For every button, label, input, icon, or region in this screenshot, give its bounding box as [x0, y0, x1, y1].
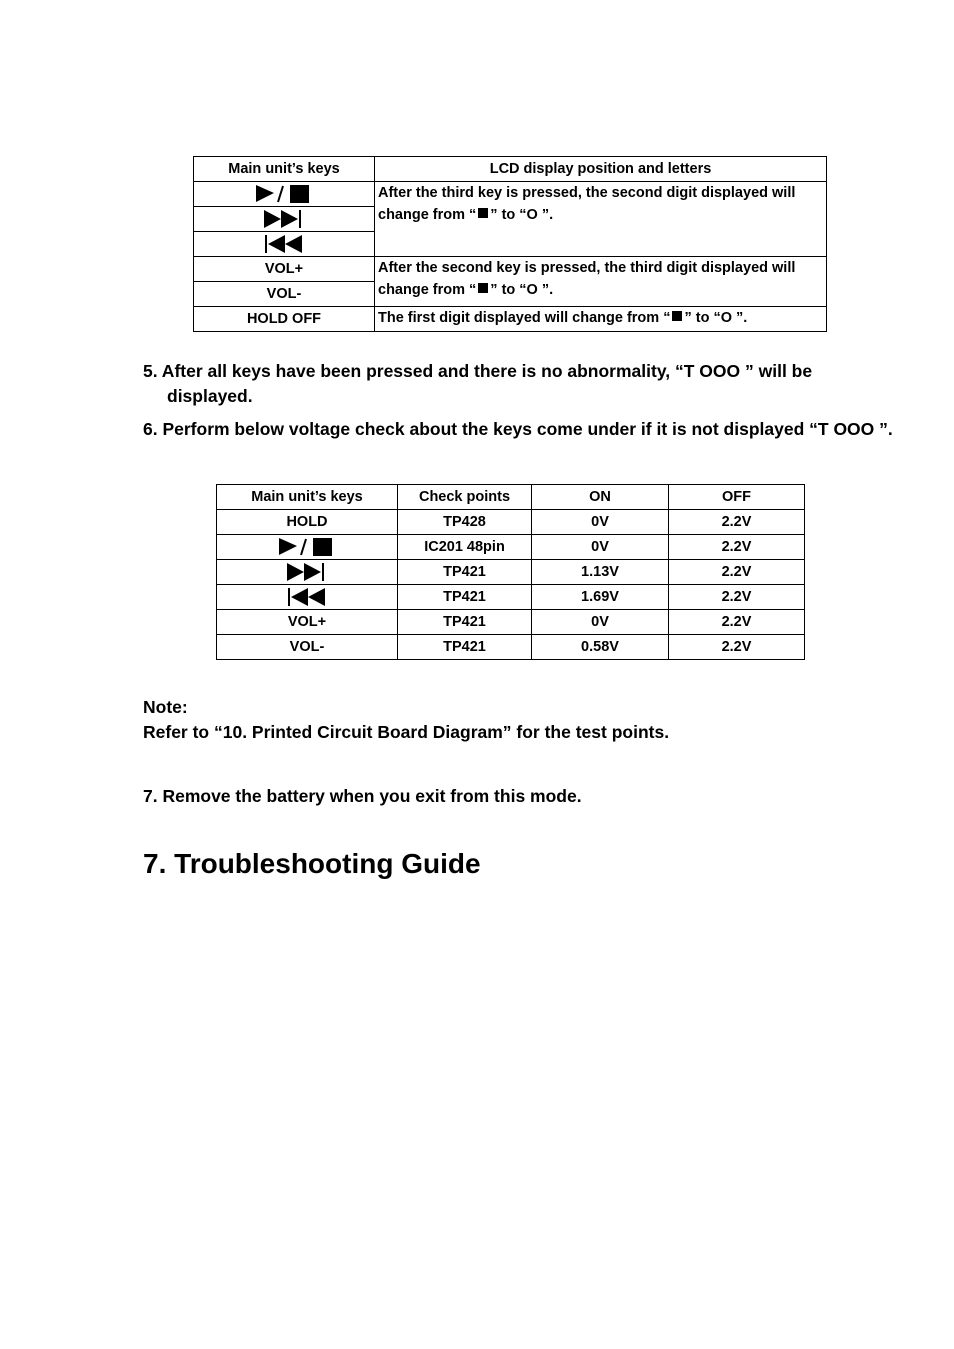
on-voltage-cell: 1.13V — [532, 560, 669, 585]
table-row — [217, 560, 805, 585]
play-stop-icon — [254, 184, 314, 204]
filled-square-icon — [478, 208, 488, 218]
header-lcd-display: LCD display position and letters — [375, 157, 827, 182]
fast-forward-icon — [285, 562, 329, 582]
key-cell — [217, 560, 398, 585]
voltage-check-table — [216, 484, 805, 660]
fast-forward-icon — [262, 209, 306, 229]
table-row — [217, 535, 805, 560]
vol-plus-key-cell: VOL+ — [194, 257, 375, 282]
play-stop-icon — [277, 537, 337, 557]
header-on: ON — [532, 485, 669, 510]
vol-minus-key-cell: VOL- — [194, 282, 375, 307]
lcd-desc-volume-a: After the second key is pressed, the third digit displayed will change from “ — [378, 260, 796, 298]
table-row — [217, 610, 805, 635]
fast-forward-key-cell — [194, 207, 375, 232]
table-row — [217, 585, 805, 610]
step-7-text: 7. Remove the battery when you exit from this mode. — [143, 786, 582, 806]
table-row — [217, 635, 805, 660]
lcd-desc-hold — [375, 307, 827, 332]
off-voltage-cell: 2.2V — [669, 510, 805, 535]
on-voltage-cell: 0.58V — [532, 635, 669, 660]
key-lcd-table — [193, 156, 827, 332]
lcd-desc-volume — [375, 257, 827, 307]
key-cell — [217, 585, 398, 610]
check-point-cell: TP421 — [398, 635, 532, 660]
key-cell: HOLD — [217, 510, 398, 535]
key-cell: VOL- — [217, 635, 398, 660]
section-heading: 7. Troubleshooting Guide — [143, 848, 481, 879]
filled-square-icon — [478, 283, 488, 293]
key-cell — [217, 535, 398, 560]
check-point-cell: TP421 — [398, 560, 532, 585]
off-voltage-cell: 2.2V — [669, 585, 805, 610]
step-5-text: 5. After all keys have been pressed and there is no abnormality, “T OOO ” will be displayed. — [143, 361, 813, 406]
lcd-desc-hold-b: ” to “O ”. — [684, 310, 748, 326]
check-point-cell: TP421 — [398, 610, 532, 635]
header-off: OFF — [669, 485, 805, 510]
on-voltage-cell: 1.69V — [532, 585, 669, 610]
lcd-desc-transport-a: After the third key is pressed, the second digit displayed will change from “ — [378, 185, 796, 223]
off-voltage-cell: 2.2V — [669, 560, 805, 585]
header-main-keys: Main unit’s keys — [217, 485, 398, 510]
on-voltage-cell: 0V — [532, 510, 669, 535]
rewind-key-cell — [194, 232, 375, 257]
off-voltage-cell: 2.2V — [669, 610, 805, 635]
header-check-points: Check points — [398, 485, 532, 510]
off-voltage-cell: 2.2V — [669, 535, 805, 560]
note-text: Refer to “10. Printed Circuit Board Diagram” for the test points. — [143, 722, 670, 742]
rewind-icon — [262, 234, 306, 254]
lcd-desc-volume-b: ” to “O ”. — [490, 282, 554, 298]
lcd-desc-transport-b: ” to “O ”. — [490, 207, 554, 223]
off-voltage-cell: 2.2V — [669, 635, 805, 660]
check-point-cell: TP428 — [398, 510, 532, 535]
lcd-desc-transport — [375, 182, 827, 257]
key-cell: VOL+ — [217, 610, 398, 635]
play-stop-key-cell — [194, 182, 375, 207]
filled-square-icon — [672, 311, 682, 321]
check-point-cell: IC201 48pin — [398, 535, 532, 560]
check-point-cell: TP421 — [398, 585, 532, 610]
rewind-icon — [285, 587, 329, 607]
header-main-keys: Main unit’s keys — [194, 157, 375, 182]
note-title: Note: — [143, 697, 188, 717]
lcd-desc-hold-a: The first digit displayed will change from “ — [378, 310, 671, 326]
hold-off-key-cell: HOLD OFF — [194, 307, 375, 332]
step-6-text: 6. Perform below voltage check about the keys come under if it is not displayed “T OOO ”. — [143, 419, 893, 439]
table-row — [217, 510, 805, 535]
on-voltage-cell: 0V — [532, 610, 669, 635]
on-voltage-cell: 0V — [532, 535, 669, 560]
